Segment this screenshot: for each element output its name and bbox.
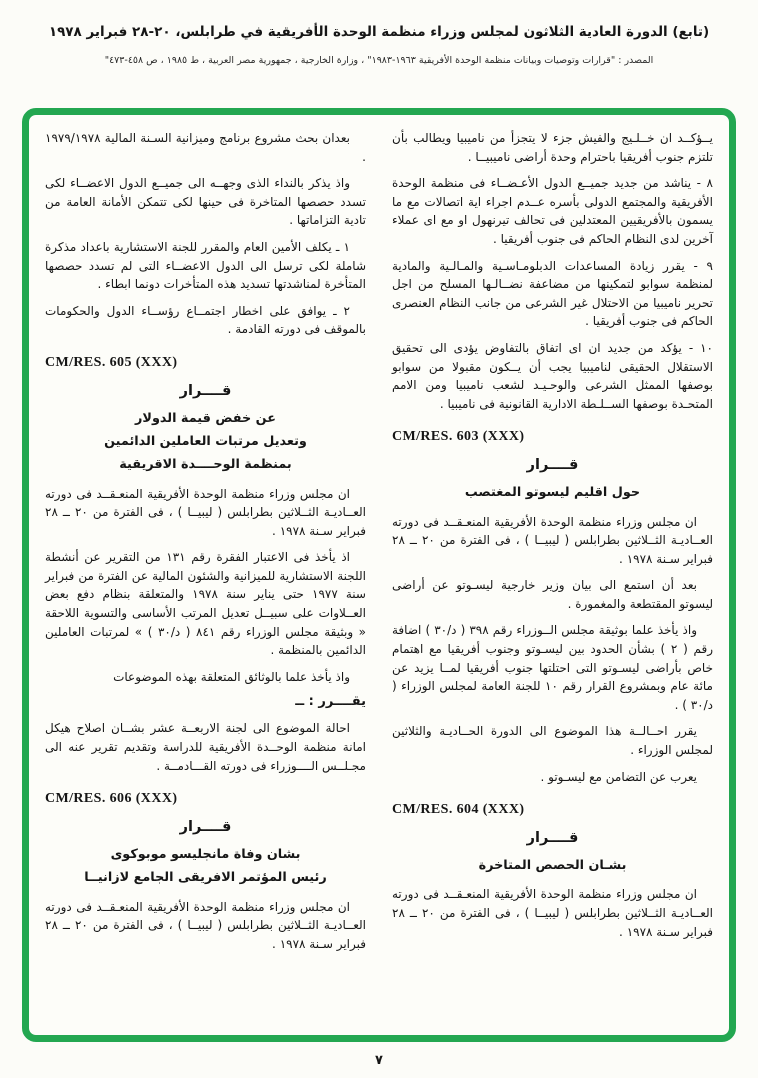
paragraph-budget: بعدان بحث مشروع برنامج وميزانية السـنة المالية ١٩٧٩/١٩٧٨ . <box>45 131 366 164</box>
paragraph-item-10: ١٠ - يؤكد من جديد ان اى اتفاق بالتفاوض يؤدى الى تحقيق الاستقلال الحقيقى لناميبيا يجب أن يــكون مقبولا من سوابو بوصفها الممثل الشرعى والوحـيـد لشعب ناميبيا ومن الامم المتحـدة بوصفها الســلـطة الادارية القانونية فى ناميبيا . <box>392 340 713 411</box>
paragraph-605-decision: احالة الموضوع الى لجنة الاربعــة عشر بشــان اصلاح هيكل امانة منظمة الوحــدة الأفريقية للدراسة وتقديم تقرير عنه الى مجـلــس الــــوزراء فى دورته القـــادمــة . <box>45 721 366 773</box>
resolution-number-604: CM/RES. 604 (XXX) <box>392 802 525 818</box>
resolution-title-603: حول اقليم ليسوتو المغتصب <box>464 485 641 501</box>
page-number: ٧ <box>375 1053 383 1068</box>
paragraph-item-8: ٨ - يناشد من جديد جميــع الدول الأعـضــاء فى منظمة الوحدة الأفريقية والمجتمع الدولى بأسره عــدم اجراء اية اتصالات مع ما يسمون بالأفريقيين المعتدلين فى تحالف تيرنهول او مع اى عملاء آخرين لدى النظام الحاكم فى جنوب أفريقيا . <box>392 176 713 246</box>
paragraph-walvis-bay: يــؤكــد ان خــلـيج والفيش جزء لا يتجزأ من ناميبيا ويطالب بأن تلتزم جنوب أفريقيا باحترام وحدة أراضى ناميبيــا . <box>392 131 713 164</box>
resolution-title-605-line2: وتعديل مرتبات العاملين الدائمين <box>104 434 307 450</box>
resolution-heading-604: قــــرار <box>526 830 579 847</box>
resolution-number-605: CM/RES. 605 (XXX) <box>45 354 178 370</box>
resolution-number-606: CM/RES. 606 (XXX) <box>45 791 178 807</box>
paragraph-item-2: ٢ ـ يوافق على اخطار اجتمــاع رؤســاء الدول والحكومات بالموقف فى دورته القادمة . <box>45 303 366 337</box>
resolution-number-603: CM/RES. 603 (XXX) <box>392 429 525 445</box>
source-citation: المصدر : "قرارات وتوصيات وبيانات منظمة الوحدة الأفريقية ١٩٦٣-١٩٨٣" ، وزارة الخارجية ، جمهورية مصر العربية ، ط ١٩٨٥ ، ص ٤٥٨-٤٧٣" <box>104 55 654 66</box>
resolution-title-604: بشـان الحصص المتاخرة <box>478 858 627 874</box>
paragraph-item-9: ٩ - يقرر زيادة المساعدات الدبلومـاسـية والمـالـية والمادية لمنظمة سوابو لتمكينها من مضاعفة نضــالـها المسلح من اجل تحرير ناميبيا من الاحتلال غير الشرعى من جانب النظام العنصرى الحاكم فى جنوب أفريقيا . <box>392 258 713 329</box>
paragraph-603-preamble: ان مجلس وزراء منظمة الوحدة الأفريقية المنعـقــد فى دورته العــاديـة الثــلاثين بطرابلس ( ليبيــا ) ، فى الفترة من ٢٠ ــ ٢٨ فبراير سـنة ١٩٧٨ . <box>392 514 713 566</box>
green-border-frame <box>22 108 736 1042</box>
two-column-layout <box>45 129 713 1021</box>
left-column <box>45 129 366 1021</box>
page-header <box>0 0 758 66</box>
resolution-heading-606: قــــرار <box>179 819 232 836</box>
page-footer <box>0 1053 758 1068</box>
paragraph-603-statement: بعد أن استمع الى بيان وزير خارجية ليسـوتو عن أراضى ليسوتو المقتطعة والمغمورة . <box>392 578 713 611</box>
paragraph-605-noting: واذ يأخذ علما بالوثائق المتعلقة بهذه الموضوعات <box>113 669 350 684</box>
paragraph-603-decision: يقرر احــالــة هذا الموضوع الى الدورة الحــاديـة والثلاثين لمجلس الوزراء . <box>392 724 713 758</box>
resolution-title-606-line2: رئيس المؤتمر الافريقى الجامع لازانيــا <box>84 870 327 886</box>
resolution-title-605-line1: عن خفض قيمة الدولار <box>135 410 276 426</box>
paragraph-605-considering: اذ يأخذ فى الاعتبار الفقرة رقم ١٣١ من التقرير عن أنشطة اللجنة الاستشارية للميزانية والشئون المالية عن الفترة من فبراير سنة ١٩٧٧ حتى يناير سنة ١٩٧٨ والمتعلقة بنظام دفع بعض العــلاوات على سبيــل تعديل المرتب الأساسى والتسوية اللاحقة « وبثيقة مجلس الوزراء رقم ٨٤١ ( د/٣٠ ) » لمرتبات العاملين الدائمين بالمنظمة . <box>45 550 367 658</box>
document-title: (تابع) الدورة العادية الثلاثون لمجلس وزراء منظمة الوحدة الأفريقية في طرابلس، ٢٠-٢٨ فبراير ١٩٧٨ <box>48 24 710 40</box>
paragraph-603-solidarity: يعرب عن التضامن مع ليسـوتو . <box>540 769 697 784</box>
decides-label: يقــــرر : ــ <box>295 694 366 710</box>
paragraph-recall: واذ يذكر بالنداء الذى وجهــه الى جميــع الدول الاعضــاء لكى تسدد حصصها المتاخرة فى حينها لكى تتمكن الأمانة العامة من تادية التزاماتها . <box>45 176 366 228</box>
paragraph-604-preamble: ان مجلس وزراء منظمة الوحدة الأفريقية المنعـقــد فى دورته العــاديـة الثــلاثين بطرابلس ( ليبيــا ) ، فى الفترة من ٢٠ ــ ٢٨ فبراير سـنة ١٩٧٨ . <box>392 887 713 939</box>
paragraph-605-preamble: ان مجلس وزراء منظمة الوحدة الأفريقية المنعـقــد فى دورته العــاديـة الثــلاثين بطرابلس ( ليبيــا ) ، فى الفترة من ٢٠ ــ ٢٨ فبراير سـنة ١٩٧٨ . <box>45 486 366 538</box>
paragraph-606-preamble: ان مجلس وزراء منظمة الوحدة الأفريقية المنعـقــد فى دورته العــاديـة الثــلاثين بطرابلس ( ليبيــا ) ، فى الفترة من ٢٠ ــ ٢٨ فبراير سـنة ١٩٧٨ . <box>45 899 366 951</box>
right-column <box>392 129 713 1021</box>
resolution-heading-605: قــــرار <box>179 382 232 399</box>
resolution-heading-603: قــــرار <box>526 457 579 474</box>
paragraph-603-document: واذ يأخذ علما بوثيقة مجلس الــوزراء رقم ٣٩٨ ( د/٣٠ ) اضافة رقم ( ٢ ) بشأن الحدود بين ليسـوتو وجنوب أفريقيا مع اهتمام خاص بأراضى ليسـوتو التى احتلتها جنوب أفريقيا لمــا يزيد عن مائة عام وبمشروع القرار رقم ١٠ للجنة العامة لمجلس الوزراء ( د/٣٠ ) . <box>392 623 713 712</box>
resolution-title-606-line1: بشان وفاة مانجليسو موبوكوى <box>110 847 301 863</box>
paragraph-item-1: ١ ـ يكلف الأمين العام والمقرر للجنة الاستشارية باعداد مذكرة شاملة لكى ترسل الى الدول الاعضــاء التى لم تسدد حصصها المتأخرة لمناشدتها تسديد هذه المتأخرات دونما ابطاء . <box>45 239 366 292</box>
resolution-title-605-line3: بمنظمة الوحــــدة الاقريقية <box>119 457 292 473</box>
